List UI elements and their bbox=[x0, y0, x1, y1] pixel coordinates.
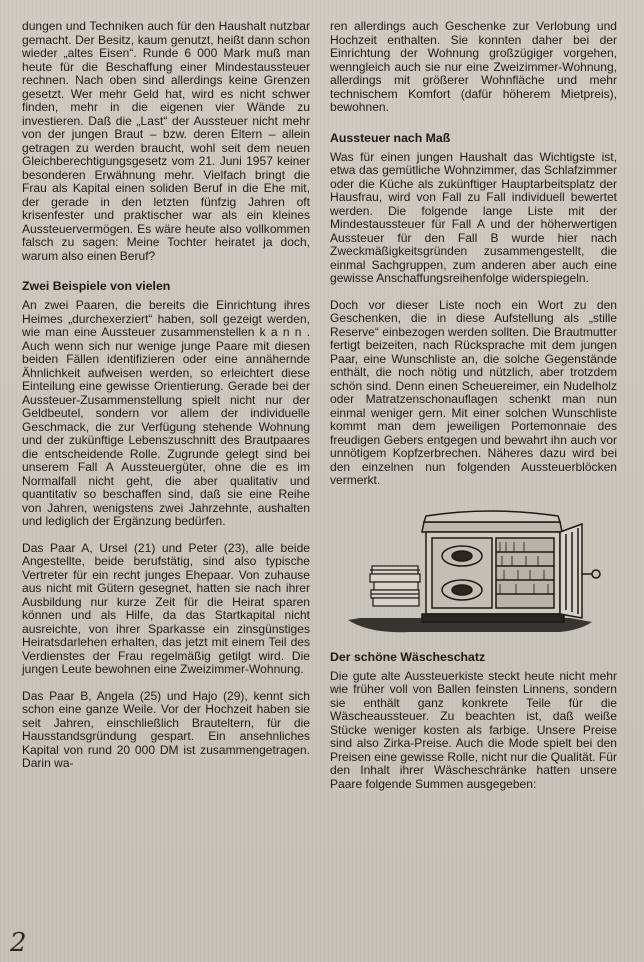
paragraph: Das Paar A, Ursel (21) und Peter (23), alle beide Angestellte, beide berufstätig, sind also typische Vertreter für ein recht junges Ehepaar. Von zuhause aus nicht mit Gütern gesegnet, hatten sie nach ihrer Ausbildung nur kurze Zeit für die Heirat sparen können und als Hilfe, da das Startkapital nicht ausreichte, von ihrer Sparkasse ein zinsgünstiges Heiratsdarlehen erhalten, das jetzt mit einem Teil des Verdienstes der Frau regelmäßig getilgt wird. Die jungen Leute bewohnen eine Zweizimmer-Wohnung. bbox=[22, 540, 310, 676]
paragraph: Was für einen jungen Haushalt das Wichtigste ist, etwa das gemütliche Wohnzimmer, das Schlafzimmer oder die Küche als zukünftiger Hauptarbeitsplatz der Hausfrau, wird von Fall zu Fall individuell bewertet werden. Die folgende lange Liste mit der Mindestaussteuer für Fall A und der höherwertigen Aussteuer für den Fall B wurde hier nach Zweckmäßigkeitsgründen zusammengestellt, die einmal Sachgruppen, zum anderen aber auch eine gewisse Anschaffungsreihenfolge widerspiegeln. bbox=[330, 149, 617, 285]
section-heading: Zwei Beispiele von vielen bbox=[22, 279, 171, 293]
linen-cabinet-illustration bbox=[330, 508, 617, 636]
paragraph: Die gute alte Aussteuerkiste steckt heute nicht mehr wie früher voll von Ballen feinsten Linnens, sondern sie enthält ganz konkrete Teile für die Wäscheaussteuer. Zu beachten ist, daß weiße Stücke weniger kosten als farbige. Unsere Preise sind also Zirka-Preise. Auch die Mode spielt bei den Preisen eine gewisse Rolle, nicht nur die Qualität. Für den Inhalt ihrer Wäscheschränke hatten unsere Paare folgende Summen ausgegeben: bbox=[330, 668, 617, 791]
paragraph: ren allerdings auch Geschenke zur Verlobung und Hochzeit enthalten. Sie konnten daher bei der Einrichtung der Wohnung großzügiger vorgehen, wenngleich auch sie nur eine Zweizimmer-Wohnung, allerdings mit größerer Wohnfläche und mehr technischem Komfort (dafür höherem Mietpreis), bewohnen. bbox=[330, 19, 617, 114]
paragraph: Das Paar B, Angela (25) und Hajo (29), kennt sich schon eine ganze Weile. Vor der Hochzeit haben sie seit Jahren, einschließlich Brauteltern, für die Hausstandsgründung gespart. Ein ansehnliches Kapital von rund 20 000 DM ist zusammengetragen. Darin wa- bbox=[22, 688, 310, 770]
paragraph: dungen und Techniken auch für den Haushalt nutzbar gemacht. Der Besitz, kaum genutzt, heißt dann schon wieder „altes Eisen“. Runde 6 000 Mark muß man heute für die Beschaffung einer Mindestaussteuer rechnen. Nach oben sind allerdings keine Grenzen gesetzt. Wer mehr Geld hat, wird es nicht schwer finden, mehr in die eigenen vier Wände zu investieren. Daß die „Last“ der Aussteuer nicht mehr von der jungen Braut – bzw. deren Eltern – allein getragen zu werden braucht, wohl seit dem neuen Gleichberechtigungsgesetz vom 21. Juni 1957 keiner besonderen Erwähnung mehr. Vielfach bringt die Frau als Kapital einen soliden Beruf in die Ehe mit, der gerade in den letzten fünfzig Jahren oft krisenfester und praktischer war als ein kleines Aussteuervermögen. Es wäre heute also vollkommen falsch zu sagen: Meine Tochter heiratet ja doch, warum also einen Beruf? bbox=[22, 19, 310, 263]
linen-cabinet-drawing bbox=[330, 508, 617, 636]
section-heading: Aussteuer nach Maß bbox=[330, 130, 451, 145]
page-number: 2 bbox=[10, 928, 27, 958]
left-column bbox=[22, 20, 310, 771]
section-heading: Der schöne Wäscheschatz bbox=[330, 649, 486, 664]
paragraph: An zwei Paaren, die bereits die Einrichtung ihres Heimes „durchexerziert“ haben, soll gezeigt werden, wie man eine Aussteuer zusammenstellen k a n n . Auch wenn sich nur wenige junge Paare mit diesen beiden Fällen identifizieren oder eine annähernde Ähnlichkeit aufweisen werden, so erleichtert diese Einteilung eine gewisse Orientierung. Gerade bei der Aussteuer-Zusammenstellung spielt nicht nur der Geldbeutel, sondern vor allem der individuelle Geschmack, die zur Verfügung stehende Wohnung und der zukünftige Lebenszuschnitt des Brautpaares die entscheidende Rolle. Zugrunde gelegt sind bei unserem Fall A Aussteuergüter, ohne die es im Normalfall nicht geht, die aber qualitativ und quantitativ so beschaffen sind, daß sie eine Reihe von Jahren, wenigstens zwei Jahrzehnte, aushalten und lediglich der Ergänzung bedürfen. bbox=[22, 298, 310, 528]
right-column bbox=[330, 20, 617, 791]
paragraph: Doch vor dieser Liste noch ein Wort zu den Geschenken, die in diese Aufstellung als „stille Reserve“ einbezogen werden sollten. Die Brautmutter fertigt beizeiten, nach Rücksprache mit dem jungen Paar, eine Wunschliste an, die solche Gegenstände enthält, die noch nötig und nützlich, aber trotzdem schön sind. Denn einen Scheuereimer, ein Nudelholz oder Matratzenschonauflagen schenkt man nun einmal weniger gern. Mit einer solchen Wunschliste kommt man dem jeweiligen Portemonnaie des freudigen Gebers entgegen und bewahrt ihn auch vor unnötigem Kopfzerbrechen. Näheres dazu wird bei den einzelnen nun folgenden Aussteuerblöcken vermerkt. bbox=[330, 297, 617, 487]
